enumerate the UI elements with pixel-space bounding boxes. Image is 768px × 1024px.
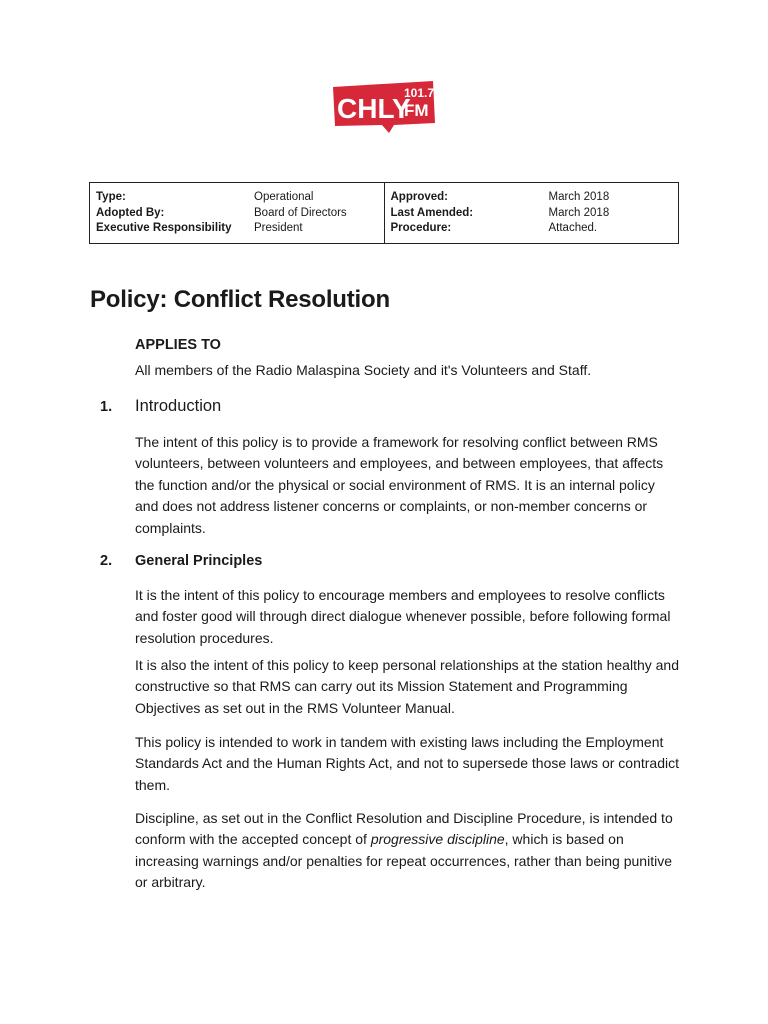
section-1-number: 1.: [100, 399, 113, 415]
applies-to-text: All members of the Radio Malaspina Society and it's Volunteers and Staff.: [135, 362, 592, 378]
discipline-emphasis: progressive discipline: [370, 831, 505, 848]
section-1-title: Introduction: [135, 397, 222, 415]
meta-value-approved: March 2018: [548, 191, 610, 203]
discipline-text-before: Discipline, as set out in the Conflict Resolution and Discipline Procedure, is intended to conform with the accepted concept of: [135, 810, 673, 848]
meta-right-values: [549, 190, 610, 243]
meta-value-procedure: Attached.: [548, 222, 598, 234]
discipline-text-after: , which is based on increasing warnings and/or penalties for repeat occurrences, rather than being punitive or arbitrary.: [135, 831, 672, 891]
logo-frequency-text: 101.7: [404, 86, 435, 100]
meta-label-procedure: Procedure:: [390, 222, 452, 234]
logo-brand-text: CHLY: [337, 93, 411, 124]
section-2-paragraph-discipline: [135, 808, 680, 894]
section-2-paragraph-2: It is also the intent of this policy to keep personal relationships at the station healthy and constructive so that RMS can carry out its Mission Statement and Programming Objectives as set out in the RMS Volunteer Manual.: [135, 657, 679, 716]
section-1-paragraph: The intent of this policy is to provide a framework for resolving conflict between RMS volunteers, between volunteers and employees, and between employees, that affects the function and/or the physical or social environment of RMS. It is an internal policy and does not address listener concerns or complaints, or non-member concerns or complaints.: [135, 434, 664, 536]
policy-meta-table: [89, 182, 679, 244]
meta-label-last-amended: Last Amended:: [390, 206, 474, 219]
chly-logo: [331, 78, 437, 134]
meta-left-labels: [96, 190, 254, 243]
section-2-paragraph-3: This policy is intended to work in tandem with existing laws including the Employment Standards Act and the Human Rights Act, and not to supersede those laws or contradict them.: [135, 734, 679, 793]
page-title: Policy: Conflict Resolution: [90, 286, 390, 313]
meta-value-adopted-by: Board of Directors: [254, 206, 347, 219]
section-2-paragraph-1: It is the intent of this policy to encourage members and employees to resolve conflicts and foster good will through direct dialogue whenever possible, before following formal resolution procedures.: [135, 587, 671, 646]
meta-value-type: Operational: [254, 191, 314, 203]
section-2-number: 2.: [100, 553, 113, 569]
meta-label-type: Type:: [96, 191, 126, 203]
meta-label-adopted-by: Adopted By:: [96, 206, 165, 219]
meta-value-last-amended: March 2018: [548, 206, 610, 219]
chly-logo-graphic: [331, 78, 437, 134]
meta-label-approved: Approved:: [390, 191, 448, 203]
logo-band-text: FM: [404, 101, 429, 120]
meta-value-executive-responsibility: President: [254, 222, 303, 234]
meta-left-values: [254, 190, 347, 243]
meta-label-executive-responsibility: Executive Responsibility: [96, 222, 232, 234]
section-2-title: General Principles: [135, 553, 263, 569]
meta-right-half: [385, 183, 679, 243]
meta-left-half: [90, 183, 385, 243]
applies-to-heading: APPLIES TO: [135, 337, 221, 353]
meta-right-labels: [391, 190, 549, 243]
